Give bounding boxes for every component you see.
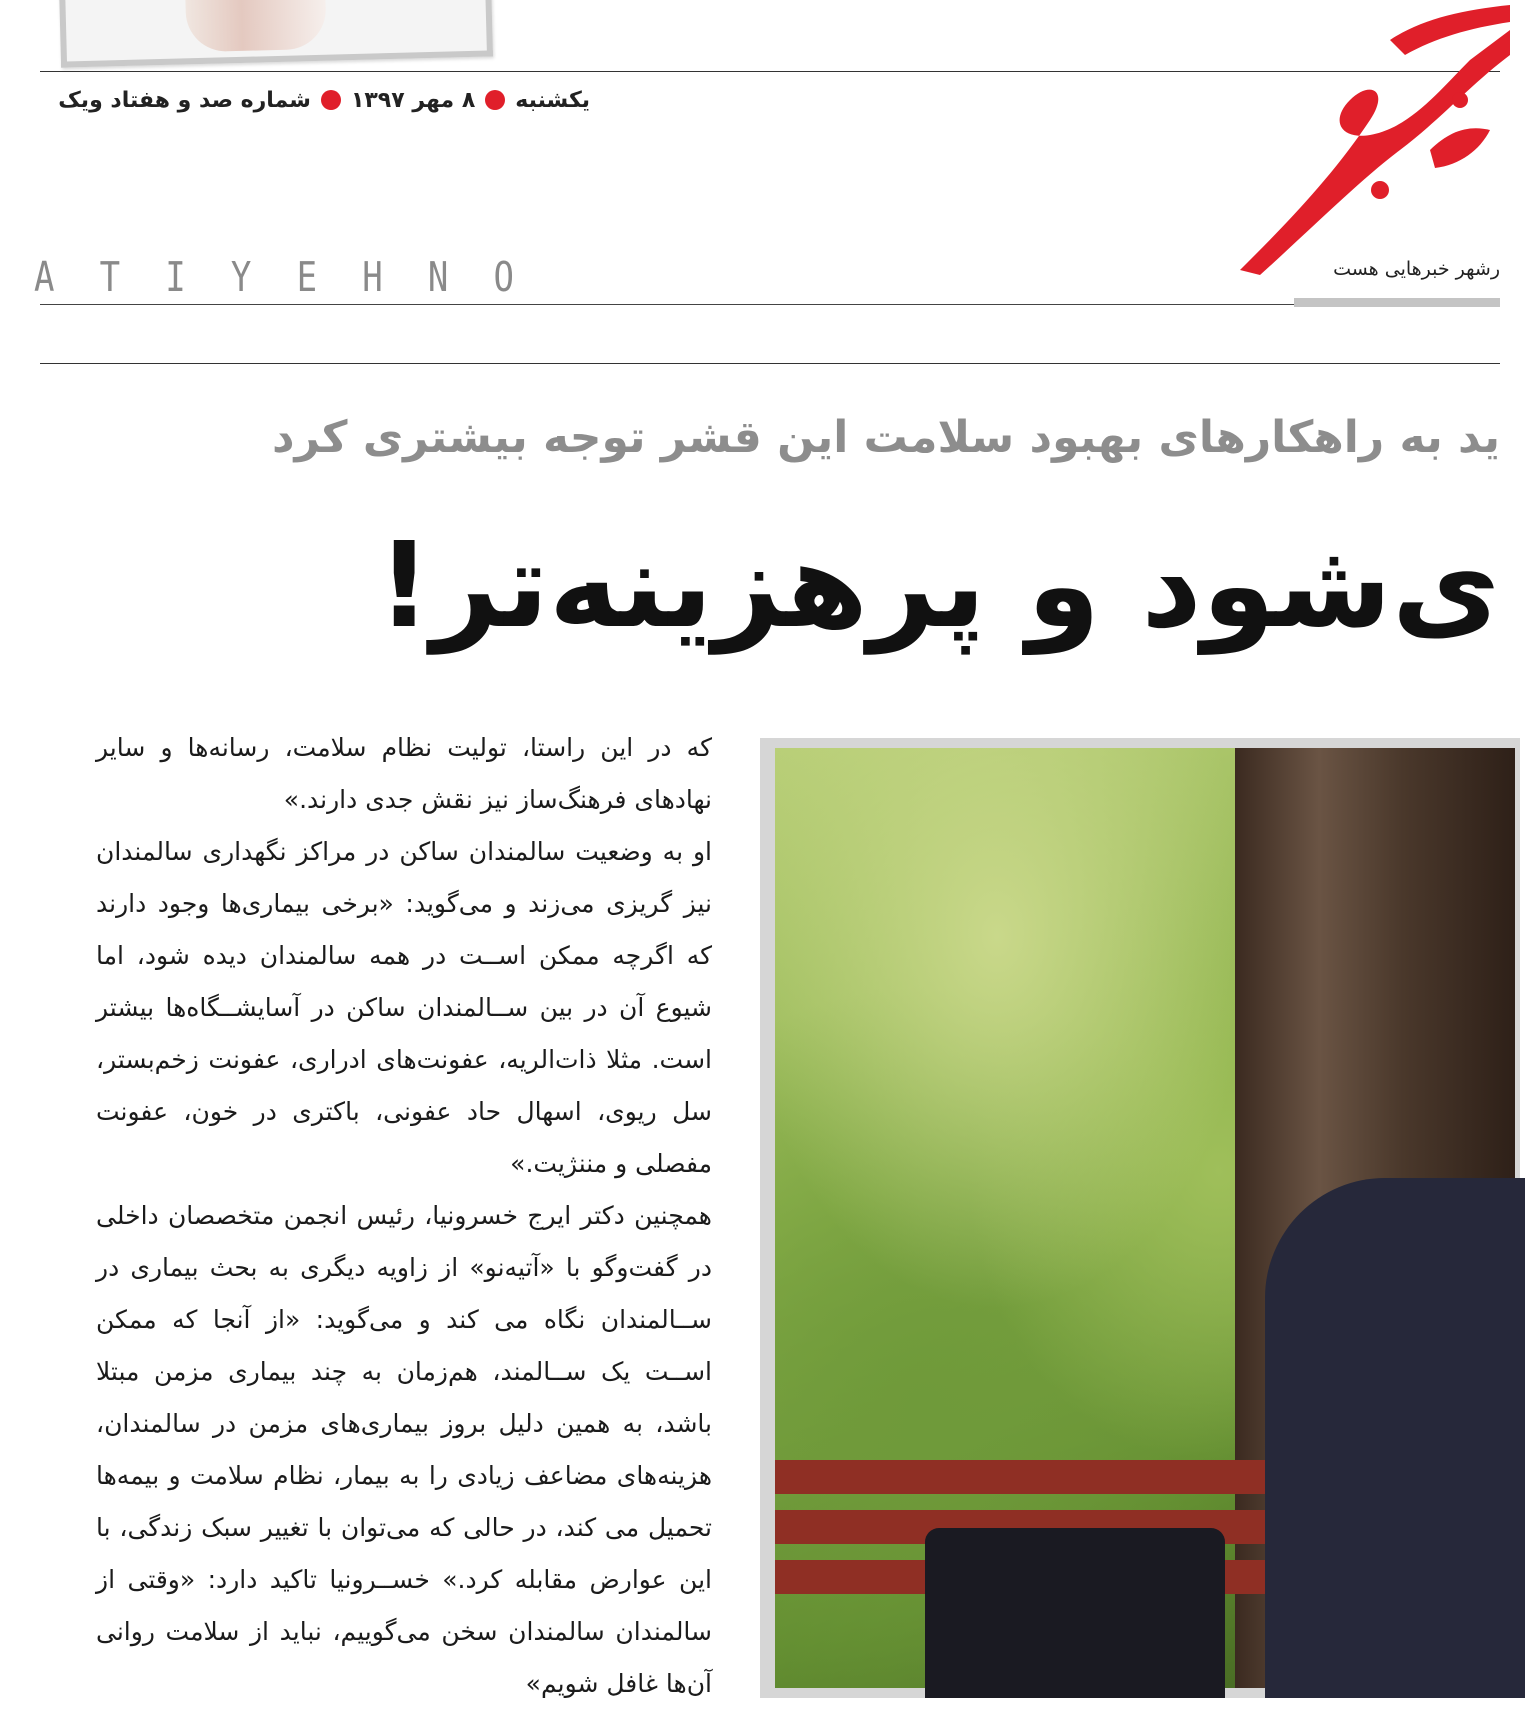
bullet-dot-icon [321, 90, 341, 110]
article-paragraph: که در این راستا، تولیت نظام سلامت، رسانه‌ها و سایر نهادهای فرهنگ‌ساز نیز نقش جدی دارند.» [96, 733, 712, 814]
bullet-dot-icon [485, 90, 505, 110]
wordmark-letter: O [493, 254, 514, 302]
article-body [96, 722, 712, 1698]
dateline [40, 82, 590, 118]
photo-bag [925, 1528, 1225, 1698]
section-rule [40, 363, 1500, 364]
photo-person [1265, 1178, 1525, 1698]
teaser-photo-image [185, 0, 327, 52]
teaser-photo [59, 0, 493, 68]
article-photo [775, 748, 1515, 1688]
header-rule-accent [1294, 298, 1500, 307]
wordmark-letter: N [427, 254, 449, 302]
dateline-issue: شماره صد و هفتاد ویک [58, 87, 311, 113]
wordmark-letter: E [296, 254, 318, 302]
newspaper-logo [1220, 0, 1510, 280]
article-kicker: ید به راهکارهای بهبود سلامت این قشر توجه بیشتری کرد [271, 412, 1500, 463]
logo-tagline: رشهر خبرهایی هست [1333, 258, 1500, 280]
article-headline: ی‌شود و پرهزینه‌تر! [377, 516, 1500, 654]
wordmark-letter: T [99, 254, 121, 302]
wordmark-letter: Y [230, 254, 252, 302]
dateline-date: ۸ مهر ۱۳۹۷ [350, 87, 476, 113]
wordmark-letter: A [34, 254, 55, 302]
header-rule [40, 304, 1294, 305]
wordmark-letter: H [362, 254, 383, 302]
article-paragraph: او به وضعیت سالمندان ساکن در مراکز نگهداری سالمندان نیز گریزی می‌زند و می‌گوید: «برخی بیماری‌ها وجود دارند که اگرچه ممکن اســت در همه سالمندان دیده شود، اما شیوع آن در بین ســالمندان ساکن در آسایشــگاه‌ها بیشتر است. مثلا ذات‌الریه، عفونت‌های ادراری، عفونت زخم‌بستر، سل ریوی، اسهال حاد عفونی، باکتری در خون، عفونت مفصلی و مننژیت.» [96, 837, 712, 1178]
article-paragraph: همچنین دکتر ایرج خسرونیا، رئیس انجمن متخصصان داخلی در گفت‌وگو با «آتیه‌نو» از زاویه دیگری به بحث بیماری در ســالمندان نگاه می کند و می‌گوید: «از آنجا که ممکن اســت یک ســالمند، هم‌زمان به چند بیماری مزمن مبتلا باشد، به همین دلیل بروز بیماری‌های مزمن در سالمندان، هزینه‌های مضاعف زیادی را به بیمار، نظام سلامت و بیمه‌ها تحمیل می کند، در حالی که می‌توان با تغییر سبک زندگی، با این عوارض مقابله کرد.» خســرونیا تاکید دارد: «وقتی از سالمندان سالمندان سخن می‌گوییم، نباید از سلامت روانی آن‌ها غافل شویم» [96, 1201, 712, 1698]
latin-wordmark [34, 254, 514, 302]
dateline-day: یکشنبه [515, 87, 590, 113]
wordmark-letter: I [165, 254, 186, 302]
photo-bench-slat [775, 1460, 1295, 1494]
